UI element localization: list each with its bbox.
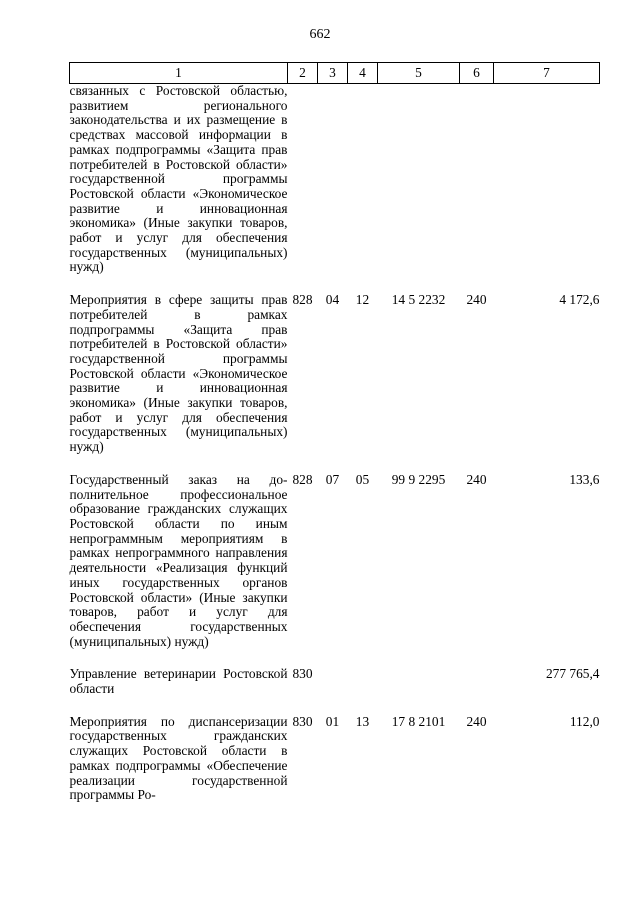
table-row	[70, 84, 600, 276]
row-amount: 4 172,6	[559, 292, 600, 308]
row-description: Мероприятия по диспансеризации государственных гражданских служащих Ростовской области в рамках подпрограммы «Обеспечение реализации государственной программы Ро-	[69, 713, 288, 803]
column-header: 2	[288, 63, 318, 84]
row-target-code: 17 8 2101	[391, 713, 446, 729]
table-row	[70, 293, 600, 455]
column-header: 1	[70, 63, 288, 84]
row-section-code: 01	[325, 713, 340, 729]
row-section-code: 07	[325, 471, 340, 487]
row-subsection-code	[348, 667, 378, 696]
row-target-code: 99 9 2295	[391, 471, 446, 487]
budget-table	[69, 62, 600, 803]
row-spacer	[70, 649, 600, 667]
table-row	[70, 667, 600, 696]
row-description: Мероприятия в сфере защиты прав потребителей в рамках подпрограммы «Защита прав потребителей в Ростовской области» государственной программы Ростовской области «Экономическое развитие и инновационная экономика» (Иные закупки товаров, работ и услуг для обеспечения государственных (муниципальных) нужд)	[69, 292, 288, 455]
row-expense-code	[460, 84, 494, 276]
row-subsection-code: 13	[355, 713, 370, 729]
row-spacer	[70, 275, 600, 293]
column-header: 7	[494, 63, 600, 84]
page-number: 662	[309, 27, 331, 42]
column-header: 3	[318, 63, 348, 84]
row-amount: 277 765,4	[545, 666, 600, 682]
row-target-code	[378, 667, 460, 696]
column-header: 6	[460, 63, 494, 84]
row-description: Государственный заказ на дополнительное профессиональное образование гражданских служащих Ростовской области по иным непрограммным мероприятиям в рамках непрограммного направления деятельности «Реализация функций иных государственных органов Ростовской области» (Иные закупки товаров, работ и услуг для обеспечения государственных (муниципальных) нужд)	[69, 471, 288, 649]
row-subsection-code: 05	[355, 471, 370, 487]
row-expense-code: 240	[466, 292, 487, 308]
row-amount: 112,0	[569, 713, 600, 729]
row-ministry-code: 828	[292, 292, 313, 308]
table-row	[70, 715, 600, 803]
row-description: связанных с Ростовской областью, развитием регионального законодательства и их размещение в средствах массовой информации в рамках подпрограммы «Защита прав потребителей в Ростовской области» государственной программы Ростовской области «Экономическое развитие и инновационная экономика» (Иные закупки товаров, работ и услуг для обеспечения государственных (муниципальных) нужд)	[69, 83, 288, 275]
row-ministry-code: 830	[292, 666, 313, 682]
row-ministry-code: 828	[292, 471, 313, 487]
row-amount: 133,6	[569, 471, 600, 487]
row-ministry-code: 830	[292, 713, 313, 729]
row-target-code	[378, 84, 460, 276]
row-section-code: 04	[325, 292, 340, 308]
row-subsection-code: 12	[355, 292, 370, 308]
row-spacer	[70, 455, 600, 473]
row-subsection-code	[348, 84, 378, 276]
column-header: 4	[348, 63, 378, 84]
row-section-code	[318, 84, 348, 276]
row-ministry-code	[288, 84, 318, 276]
row-section-code	[318, 667, 348, 696]
row-expense-code: 240	[466, 713, 487, 729]
row-expense-code	[460, 667, 494, 696]
row-description: Управление ветеринарии Ростовской области	[69, 666, 288, 697]
row-amount	[494, 84, 600, 276]
table-header-row	[70, 63, 600, 84]
row-target-code: 14 5 2232	[391, 292, 446, 308]
row-spacer	[70, 697, 600, 715]
table-row	[70, 473, 600, 649]
row-expense-code: 240	[466, 471, 487, 487]
column-header: 5	[378, 63, 460, 84]
